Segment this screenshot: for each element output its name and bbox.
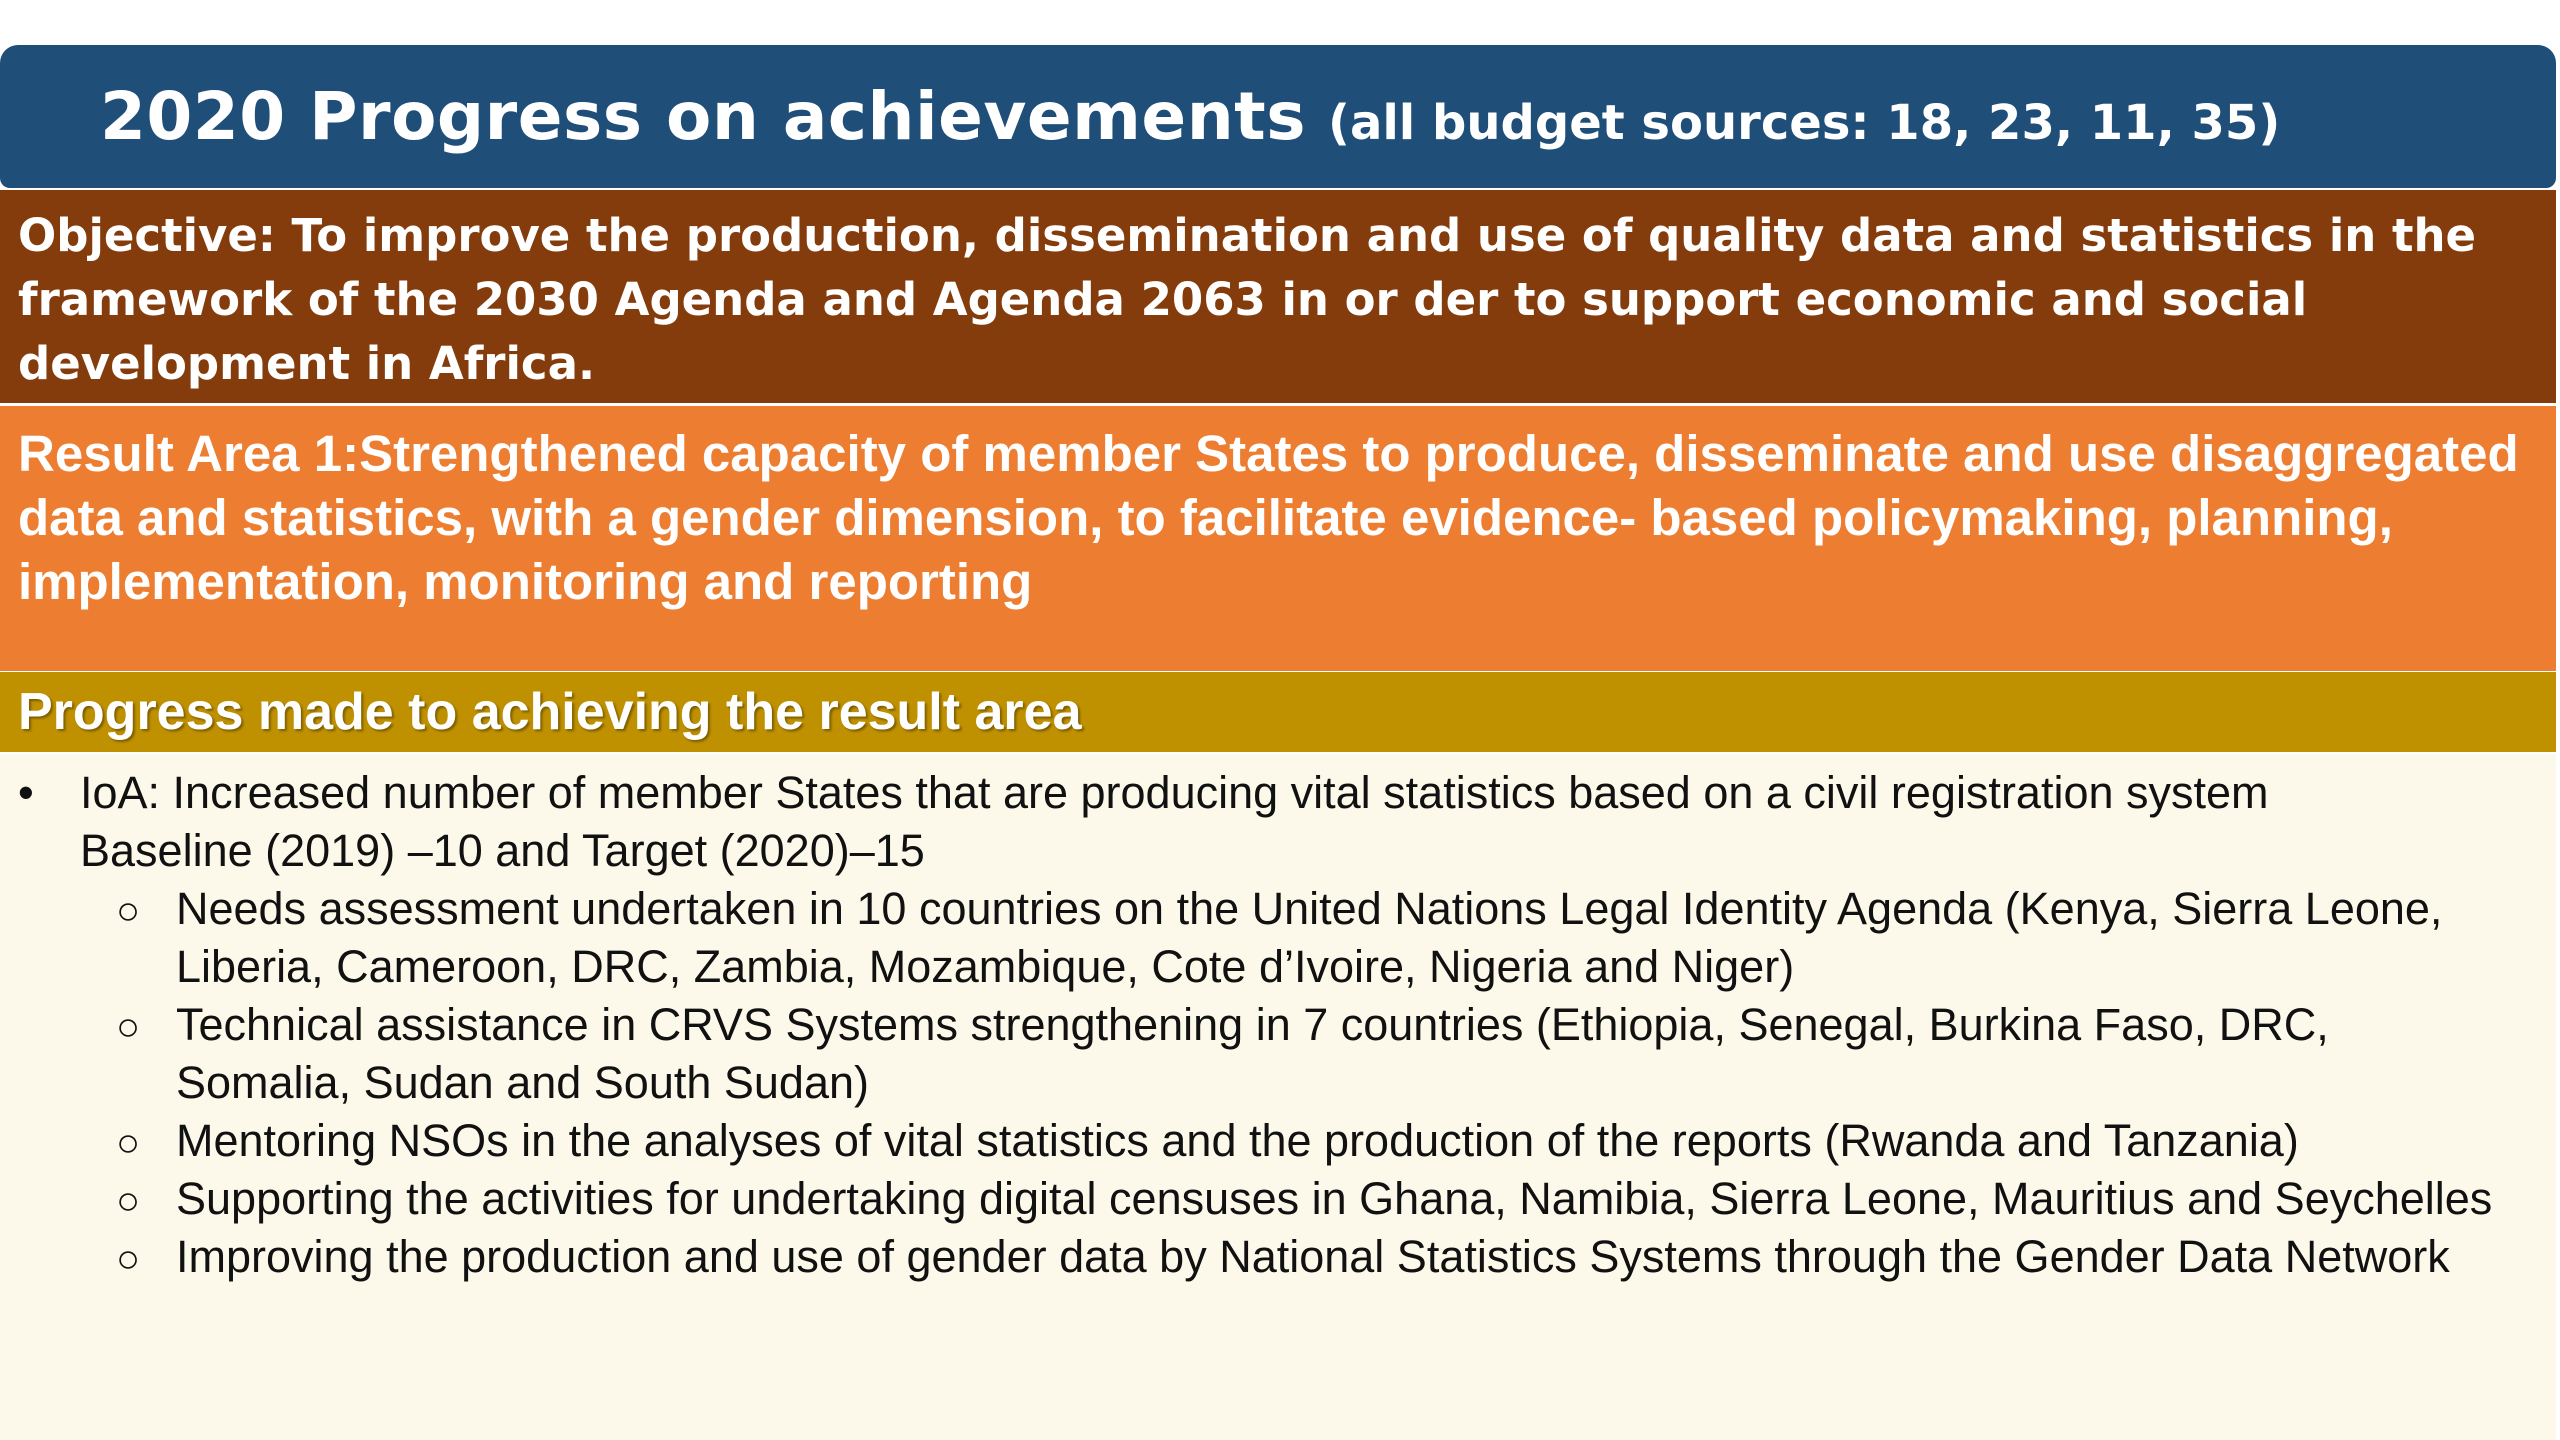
list-item — [0, 1112, 2556, 1170]
circle-bullet-icon: ○ — [116, 889, 141, 933]
circle-bullet-icon: ○ — [116, 1179, 141, 1223]
ioa-line-2: Baseline (2019) –10 and Target (2020)–15 — [80, 825, 925, 876]
circle-bullet-icon: ○ — [116, 1121, 141, 1165]
list-item — [0, 996, 2556, 1112]
ioa-bullet — [0, 764, 2556, 880]
ioa-line-1: IoA: Increased number of member States that are producing vital statistics based on a civil registration system — [80, 767, 2269, 818]
list-item-text: Technical assistance in CRVS Systems strengthening in 7 countries (Ethiopia, Senegal, Burkina Faso, DRC, Somalia, Sudan and South Sudan) — [176, 999, 2329, 1108]
result-area-banner — [0, 406, 2556, 671]
slide-subtitle: (all budget sources: 18, 23, 11, 35) — [1328, 94, 2281, 151]
objective-banner — [0, 190, 2556, 403]
list-item-text: Mentoring NSOs in the analyses of vital statistics and the production of the reports (Rwanda and Tanzania) — [176, 1115, 2299, 1166]
progress-header-text: Progress made to achieving the result area — [18, 683, 1082, 741]
circle-bullet-icon: ○ — [116, 1237, 141, 1281]
list-item-text: Supporting the activities for undertaking digital censuses in Ghana, Namibia, Sierra Leone, Mauritius and Seychelles — [176, 1173, 2493, 1224]
list-item — [0, 880, 2556, 996]
list-item-text: Needs assessment undertaken in 10 countries on the United Nations Legal Identity Agenda (Kenya, Sierra Leone, Liberia, Cameroon, DRC, Zambia, Mozambique, Cote d’Ivoire, Nigeria and Niger) — [176, 883, 2443, 992]
bullet-icon: • — [18, 767, 34, 818]
title-bar — [0, 45, 2556, 188]
list-item — [0, 1170, 2556, 1228]
slide-title: 2020 Progress on achievements — [100, 78, 1307, 155]
list-item — [0, 1228, 2556, 1286]
progress-header — [0, 672, 2556, 752]
sub-bullet-list — [0, 880, 2556, 1286]
progress-content — [0, 754, 2556, 1440]
list-item-text: Improving the production and use of gender data by National Statistics Systems through the Gender Data Network — [176, 1231, 2450, 1282]
objective-text: Objective: To improve the production, dissemination and use of quality data and statistics in the framework of the 2030 Agenda and Agenda 2063 in or der to support economic and social development in Africa. — [18, 209, 2477, 390]
result-area-text: Result Area 1:Strengthened capacity of member States to produce, disseminate and use disaggregated data and statistics, with a gender dimension, to facilitate evidence- based policymaking, planning, implementation, monitoring and reporting — [18, 425, 2519, 610]
circle-bullet-icon: ○ — [116, 1005, 141, 1049]
